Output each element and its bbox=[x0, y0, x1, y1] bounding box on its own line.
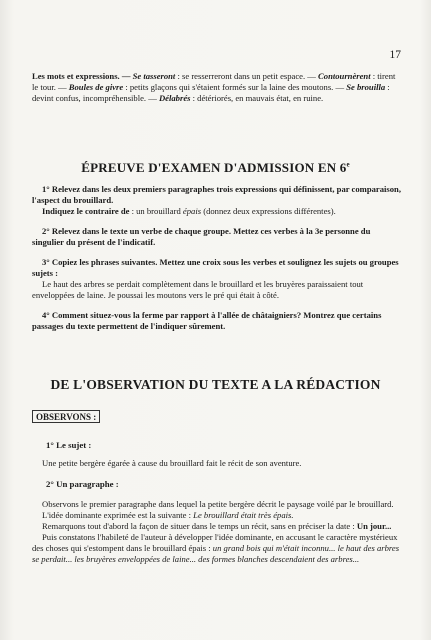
subject-text bbox=[32, 458, 402, 469]
question-text: (donnez deux expressions différentes). bbox=[201, 206, 336, 216]
analysis-p4 bbox=[32, 532, 402, 565]
analysis-p1: Observons le premier paragraphe dans lequel la petite bergère décrit le paysage voilé par le brouillard. bbox=[42, 499, 394, 509]
question-italic-word: épais bbox=[182, 206, 202, 216]
subject-heading: 1° Le sujet : bbox=[46, 440, 92, 450]
observons-label: OBSERVONS : bbox=[32, 410, 100, 423]
question-text: Comment situez-vous la ferme par rapport à l'allée de châtaigniers? Montrez que certains passages du texte permettent de l'indiquer sûrement. bbox=[32, 310, 382, 331]
analysis-italic: Le brouillard était très épais. bbox=[193, 510, 294, 520]
question-number: 2° bbox=[42, 226, 50, 236]
question-number: 4° bbox=[42, 310, 50, 320]
question-instruction: Indiquez le contraire de bbox=[42, 206, 130, 216]
vocab-term: Se brouilla bbox=[346, 82, 386, 92]
subject-sentence: Une petite bergère égarée à cause du brouillard fait le récit de son aventure. bbox=[42, 458, 302, 468]
question-1b bbox=[32, 206, 402, 217]
question-text: : un brouillard bbox=[129, 206, 183, 216]
vocab-term: Délabrés bbox=[158, 93, 191, 103]
question-1 bbox=[32, 184, 402, 206]
analysis-text: Remarquons tout d'abord la façon de situer dans le temps un récit, sans en préciser la date : bbox=[42, 521, 357, 531]
vocab-definition: : petits glaçons qui s'étaient formés sur la laine des moutons. — bbox=[123, 82, 347, 92]
paragraph-analysis bbox=[32, 499, 402, 565]
vocab-term: Se tasseront bbox=[132, 71, 176, 81]
exam-heading bbox=[0, 160, 431, 176]
vocab-term: Boules de givre bbox=[68, 82, 124, 92]
paragraph-heading: 2° Un paragraphe : bbox=[46, 479, 119, 489]
exam-heading-text: ÉPREUVE D'EXAMEN D'ADMISSION EN 6 bbox=[81, 160, 347, 175]
question-text: Relevez dans le texte un verbe de chaque groupe. Mettez ces verbes à la 3e personne du singulier du présent de l'indicatif. bbox=[32, 226, 371, 247]
vocab-term: Contournèrent bbox=[318, 71, 371, 81]
analysis-p2 bbox=[32, 510, 402, 521]
question-number: 1° bbox=[42, 184, 50, 194]
question-3-sentences: Le haut des arbres se perdait complètement dans le brouillard et les bruyères paraissaient tout enveloppées de laine. Je poussai les moutons vers le pré qui était à côté. bbox=[32, 279, 364, 300]
question-text: Relevez dans les deux premiers paragraphes trois expressions qui définissent, par comparaison, l'aspect du brouillard. bbox=[32, 184, 401, 205]
exam-heading-superscript: e bbox=[346, 160, 350, 169]
vocab-definition: : devint confus, incompréhensible. — bbox=[32, 82, 390, 103]
question-2 bbox=[32, 226, 402, 248]
vocab-definition: : se resserreront dans un petit espace. — bbox=[175, 71, 319, 81]
page-number: 17 bbox=[389, 49, 401, 61]
question-4 bbox=[32, 310, 402, 332]
question-number: 3° bbox=[42, 257, 50, 267]
analysis-p3 bbox=[32, 521, 402, 532]
question-text: Copiez les phrases suivantes. Mettez une croix sous les verbes et soulignez les sujets ou groupes sujets : bbox=[32, 257, 399, 278]
vocabulary-paragraph bbox=[32, 71, 402, 104]
analysis-text: Puis constatons l'habileté de l'auteur à développer l'idée dominante, en accusant le caractère mystérieux des choses qui s'estompent dans le brouillard épais : bbox=[32, 532, 398, 553]
exam-questions bbox=[32, 184, 402, 332]
section-heading: DE L'OBSERVATION DU TEXTE A LA RÉDACTION bbox=[50, 377, 381, 392]
vocab-definition: : tirent le tour. — bbox=[32, 71, 396, 92]
analysis-bold: Un jour... bbox=[356, 521, 392, 531]
vocab-definition: : détériorés, en mauvais état, en ruine. bbox=[190, 93, 324, 103]
vocab-label: Les mots et expressions. — bbox=[32, 71, 133, 81]
question-3 bbox=[32, 257, 402, 279]
analysis-text: L'idée dominante exprimée est la suivante : bbox=[42, 510, 194, 520]
analysis-italic: un grand bois qui m'était inconnu... le haut des arbres se perdait... les bruyères enveloppées de laine... des formes blanches descendaient des arbres... bbox=[32, 543, 400, 564]
